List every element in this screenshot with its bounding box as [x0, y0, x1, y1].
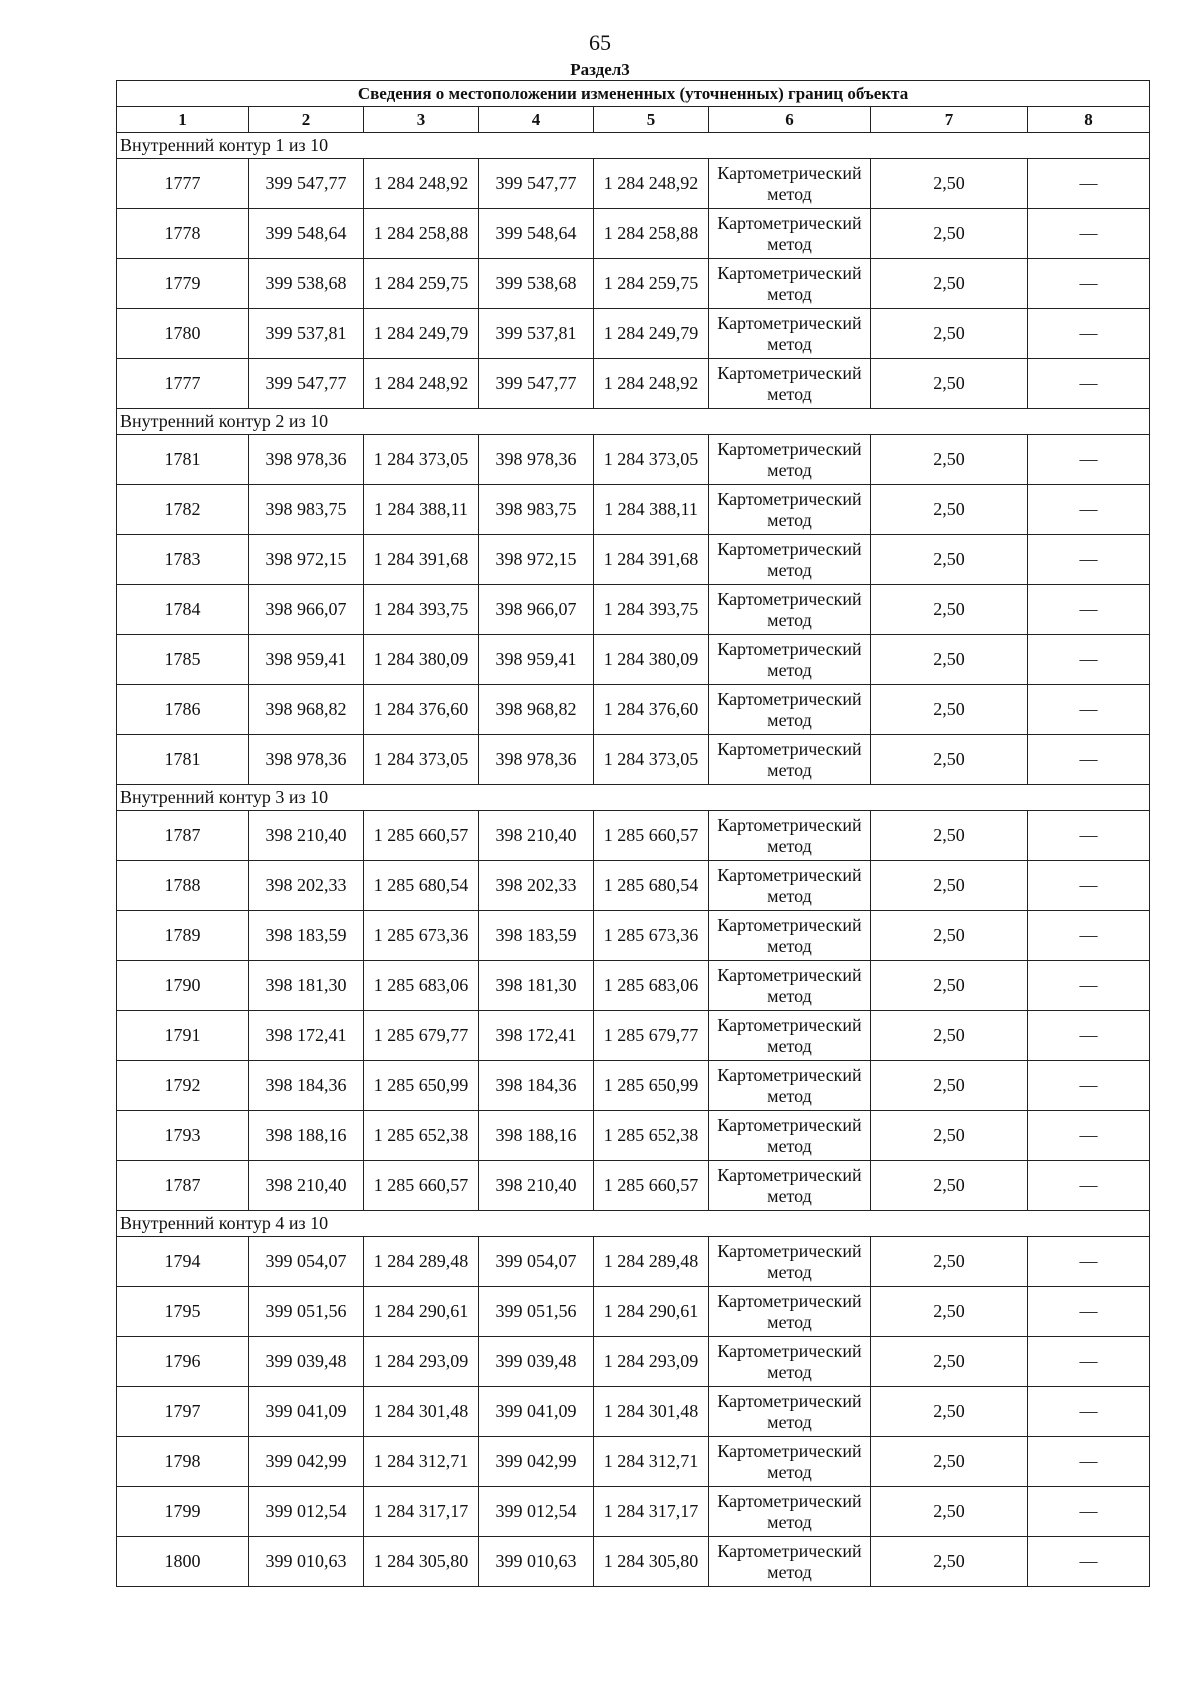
contour-title: Внутренний контур 4 из 10 [117, 1211, 1150, 1237]
y-coordinate-cell: 1 284 391,68 [594, 535, 709, 585]
note-cell: — [1028, 635, 1150, 685]
y-coordinate-cell: 1 284 289,48 [364, 1237, 479, 1287]
note-cell: — [1028, 1161, 1150, 1211]
accuracy-cell: 2,50 [871, 911, 1028, 961]
x-coordinate-cell: 399 039,48 [249, 1337, 364, 1387]
table-row [117, 359, 1150, 409]
x-coordinate-cell: 399 041,09 [249, 1387, 364, 1437]
y-coordinate-cell: 1 284 290,61 [364, 1287, 479, 1337]
y-coordinate-cell: 1 284 317,17 [594, 1487, 709, 1537]
accuracy-cell: 2,50 [871, 1537, 1028, 1587]
point-number-cell: 1777 [117, 359, 249, 409]
y-coordinate-cell: 1 285 673,36 [594, 911, 709, 961]
x-coordinate-cell: 398 183,59 [249, 911, 364, 961]
accuracy-cell: 2,50 [871, 635, 1028, 685]
x-coordinate-cell: 398 210,40 [479, 1161, 594, 1211]
method-cell: Картометрический метод [709, 635, 871, 685]
x-coordinate-cell: 399 547,77 [249, 359, 364, 409]
note-cell: — [1028, 359, 1150, 409]
point-number-cell: 1785 [117, 635, 249, 685]
x-coordinate-cell: 399 012,54 [479, 1487, 594, 1537]
table-row [117, 259, 1150, 309]
method-cell: Картометрический метод [709, 209, 871, 259]
y-coordinate-cell: 1 285 673,36 [364, 911, 479, 961]
x-coordinate-cell: 399 548,64 [479, 209, 594, 259]
point-number-cell: 1778 [117, 209, 249, 259]
x-coordinate-cell: 399 547,77 [479, 359, 594, 409]
x-coordinate-cell: 398 210,40 [249, 811, 364, 861]
y-coordinate-cell: 1 285 679,77 [364, 1011, 479, 1061]
point-number-cell: 1796 [117, 1337, 249, 1387]
y-coordinate-cell: 1 284 373,05 [594, 435, 709, 485]
point-number-cell: 1777 [117, 159, 249, 209]
x-coordinate-cell: 398 978,36 [249, 735, 364, 785]
table-row [117, 735, 1150, 785]
x-coordinate-cell: 398 978,36 [479, 735, 594, 785]
note-cell: — [1028, 209, 1150, 259]
y-coordinate-cell: 1 284 289,48 [594, 1237, 709, 1287]
accuracy-cell: 2,50 [871, 1011, 1028, 1061]
x-coordinate-cell: 398 968,82 [479, 685, 594, 735]
x-coordinate-cell: 398 184,36 [479, 1061, 594, 1111]
accuracy-cell: 2,50 [871, 1337, 1028, 1387]
x-coordinate-cell: 399 051,56 [479, 1287, 594, 1337]
note-cell: — [1028, 1011, 1150, 1061]
table-row [117, 485, 1150, 535]
accuracy-cell: 2,50 [871, 159, 1028, 209]
y-coordinate-cell: 1 284 380,09 [364, 635, 479, 685]
column-number-cell: 5 [594, 107, 709, 133]
x-coordinate-cell: 399 051,56 [249, 1287, 364, 1337]
table-row [117, 811, 1150, 861]
y-coordinate-cell: 1 284 258,88 [594, 209, 709, 259]
contour-header-row [117, 1211, 1150, 1237]
note-cell: — [1028, 961, 1150, 1011]
y-coordinate-cell: 1 285 660,57 [594, 1161, 709, 1211]
column-number-cell: 7 [871, 107, 1028, 133]
y-coordinate-cell: 1 284 373,05 [364, 735, 479, 785]
table-row [117, 1111, 1150, 1161]
accuracy-cell: 2,50 [871, 309, 1028, 359]
note-cell: — [1028, 435, 1150, 485]
x-coordinate-cell: 398 978,36 [479, 435, 594, 485]
point-number-cell: 1789 [117, 911, 249, 961]
note-cell: — [1028, 309, 1150, 359]
table-caption-row [117, 81, 1150, 107]
note-cell: — [1028, 1337, 1150, 1387]
method-cell: Картометрический метод [709, 159, 871, 209]
note-cell: — [1028, 585, 1150, 635]
x-coordinate-cell: 398 210,40 [479, 811, 594, 861]
y-coordinate-cell: 1 284 301,48 [594, 1387, 709, 1437]
method-cell: Картометрический метод [709, 1061, 871, 1111]
point-number-cell: 1781 [117, 735, 249, 785]
table-row [117, 1287, 1150, 1337]
x-coordinate-cell: 398 202,33 [479, 861, 594, 911]
accuracy-cell: 2,50 [871, 1161, 1028, 1211]
y-coordinate-cell: 1 284 388,11 [364, 485, 479, 535]
method-cell: Картометрический метод [709, 309, 871, 359]
note-cell: — [1028, 1537, 1150, 1587]
x-coordinate-cell: 399 054,07 [249, 1237, 364, 1287]
note-cell: — [1028, 259, 1150, 309]
y-coordinate-cell: 1 284 373,05 [364, 435, 479, 485]
y-coordinate-cell: 1 284 248,92 [594, 359, 709, 409]
note-cell: — [1028, 1487, 1150, 1537]
note-cell: — [1028, 1437, 1150, 1487]
y-coordinate-cell: 1 284 258,88 [364, 209, 479, 259]
method-cell: Картометрический метод [709, 961, 871, 1011]
x-coordinate-cell: 399 537,81 [249, 309, 364, 359]
x-coordinate-cell: 399 537,81 [479, 309, 594, 359]
note-cell: — [1028, 485, 1150, 535]
y-coordinate-cell: 1 284 301,48 [364, 1387, 479, 1437]
accuracy-cell: 2,50 [871, 1237, 1028, 1287]
table-row [117, 961, 1150, 1011]
note-cell: — [1028, 1387, 1150, 1437]
x-coordinate-cell: 399 538,68 [249, 259, 364, 309]
y-coordinate-cell: 1 284 312,71 [594, 1437, 709, 1487]
method-cell: Картометрический метод [709, 585, 871, 635]
note-cell: — [1028, 685, 1150, 735]
table-row [117, 1161, 1150, 1211]
point-number-cell: 1784 [117, 585, 249, 635]
y-coordinate-cell: 1 285 652,38 [364, 1111, 479, 1161]
accuracy-cell: 2,50 [871, 359, 1028, 409]
y-coordinate-cell: 1 284 376,60 [364, 685, 479, 735]
method-cell: Картометрический метод [709, 735, 871, 785]
table-row [117, 1437, 1150, 1487]
note-cell: — [1028, 159, 1150, 209]
point-number-cell: 1787 [117, 1161, 249, 1211]
y-coordinate-cell: 1 284 380,09 [594, 635, 709, 685]
column-number-cell: 2 [249, 107, 364, 133]
accuracy-cell: 2,50 [871, 1487, 1028, 1537]
y-coordinate-cell: 1 284 388,11 [594, 485, 709, 535]
x-coordinate-cell: 398 172,41 [479, 1011, 594, 1061]
x-coordinate-cell: 399 548,64 [249, 209, 364, 259]
x-coordinate-cell: 398 983,75 [249, 485, 364, 535]
note-cell: — [1028, 1237, 1150, 1287]
section-title: Раздел3 [570, 60, 630, 79]
point-number-cell: 1787 [117, 811, 249, 861]
accuracy-cell: 2,50 [871, 1111, 1028, 1161]
y-coordinate-cell: 1 284 259,75 [364, 259, 479, 309]
table-row [117, 209, 1150, 259]
point-number-cell: 1790 [117, 961, 249, 1011]
accuracy-cell: 2,50 [871, 1437, 1028, 1487]
column-number-cell: 8 [1028, 107, 1150, 133]
x-coordinate-cell: 398 966,07 [249, 585, 364, 635]
y-coordinate-cell: 1 284 293,09 [594, 1337, 709, 1387]
y-coordinate-cell: 1 284 376,60 [594, 685, 709, 735]
note-cell: — [1028, 911, 1150, 961]
point-number-cell: 1780 [117, 309, 249, 359]
y-coordinate-cell: 1 285 683,06 [364, 961, 479, 1011]
accuracy-cell: 2,50 [871, 1387, 1028, 1437]
accuracy-cell: 2,50 [871, 585, 1028, 635]
note-cell: — [1028, 535, 1150, 585]
column-number-cell: 6 [709, 107, 871, 133]
y-coordinate-cell: 1 285 650,99 [594, 1061, 709, 1111]
y-coordinate-cell: 1 284 305,80 [594, 1537, 709, 1587]
point-number-cell: 1791 [117, 1011, 249, 1061]
page-number: 65 [589, 30, 611, 55]
accuracy-cell: 2,50 [871, 861, 1028, 911]
accuracy-cell: 2,50 [871, 1287, 1028, 1337]
y-coordinate-cell: 1 284 391,68 [364, 535, 479, 585]
contour-title: Внутренний контур 2 из 10 [117, 409, 1150, 435]
table-row [117, 585, 1150, 635]
column-number-cell: 4 [479, 107, 594, 133]
y-coordinate-cell: 1 284 249,79 [364, 309, 479, 359]
y-coordinate-cell: 1 285 652,38 [594, 1111, 709, 1161]
x-coordinate-cell: 398 959,41 [479, 635, 594, 685]
y-coordinate-cell: 1 284 317,17 [364, 1487, 479, 1537]
x-coordinate-cell: 399 547,77 [479, 159, 594, 209]
x-coordinate-cell: 398 959,41 [249, 635, 364, 685]
column-number-row [117, 107, 1150, 133]
x-coordinate-cell: 398 181,30 [249, 961, 364, 1011]
accuracy-cell: 2,50 [871, 1061, 1028, 1111]
method-cell: Картометрический метод [709, 1387, 871, 1437]
point-number-cell: 1783 [117, 535, 249, 585]
y-coordinate-cell: 1 284 312,71 [364, 1437, 479, 1487]
x-coordinate-cell: 399 042,99 [479, 1437, 594, 1487]
x-coordinate-cell: 398 978,36 [249, 435, 364, 485]
accuracy-cell: 2,50 [871, 961, 1028, 1011]
note-cell: — [1028, 735, 1150, 785]
accuracy-cell: 2,50 [871, 685, 1028, 735]
point-number-cell: 1799 [117, 1487, 249, 1537]
note-cell: — [1028, 1111, 1150, 1161]
method-cell: Картометрический метод [709, 485, 871, 535]
y-coordinate-cell: 1 284 290,61 [594, 1287, 709, 1337]
x-coordinate-cell: 399 054,07 [479, 1237, 594, 1287]
point-number-cell: 1797 [117, 1387, 249, 1437]
contour-header-row [117, 133, 1150, 159]
y-coordinate-cell: 1 285 680,54 [594, 861, 709, 911]
note-cell: — [1028, 861, 1150, 911]
x-coordinate-cell: 399 042,99 [249, 1437, 364, 1487]
x-coordinate-cell: 398 972,15 [479, 535, 594, 585]
table-row [117, 1061, 1150, 1111]
table-row [117, 861, 1150, 911]
accuracy-cell: 2,50 [871, 811, 1028, 861]
point-number-cell: 1795 [117, 1287, 249, 1337]
x-coordinate-cell: 399 010,63 [479, 1537, 594, 1587]
method-cell: Картометрический метод [709, 1287, 871, 1337]
x-coordinate-cell: 399 538,68 [479, 259, 594, 309]
x-coordinate-cell: 399 547,77 [249, 159, 364, 209]
accuracy-cell: 2,50 [871, 435, 1028, 485]
note-cell: — [1028, 1287, 1150, 1337]
method-cell: Картометрический метод [709, 1111, 871, 1161]
y-coordinate-cell: 1 284 373,05 [594, 735, 709, 785]
y-coordinate-cell: 1 284 249,79 [594, 309, 709, 359]
table-row [117, 1387, 1150, 1437]
x-coordinate-cell: 398 188,16 [479, 1111, 594, 1161]
method-cell: Картометрический метод [709, 1537, 871, 1587]
table-row [117, 685, 1150, 735]
x-coordinate-cell: 398 972,15 [249, 535, 364, 585]
x-coordinate-cell: 398 966,07 [479, 585, 594, 635]
x-coordinate-cell: 399 039,48 [479, 1337, 594, 1387]
y-coordinate-cell: 1 285 683,06 [594, 961, 709, 1011]
contour-header-row [117, 409, 1150, 435]
x-coordinate-cell: 399 012,54 [249, 1487, 364, 1537]
y-coordinate-cell: 1 284 393,75 [594, 585, 709, 635]
point-number-cell: 1793 [117, 1111, 249, 1161]
table-body [117, 81, 1150, 1587]
y-coordinate-cell: 1 284 259,75 [594, 259, 709, 309]
y-coordinate-cell: 1 284 305,80 [364, 1537, 479, 1587]
point-number-cell: 1794 [117, 1237, 249, 1287]
method-cell: Картометрический метод [709, 811, 871, 861]
point-number-cell: 1781 [117, 435, 249, 485]
x-coordinate-cell: 398 968,82 [249, 685, 364, 735]
table-row [117, 1237, 1150, 1287]
table-caption: Сведения о местоположении измененных (уточненных) границ объекта [117, 81, 1150, 107]
point-number-cell: 1800 [117, 1537, 249, 1587]
table-row [117, 535, 1150, 585]
table-row [117, 309, 1150, 359]
accuracy-cell: 2,50 [871, 735, 1028, 785]
contour-title: Внутренний контур 1 из 10 [117, 133, 1150, 159]
x-coordinate-cell: 398 188,16 [249, 1111, 364, 1161]
x-coordinate-cell: 398 202,33 [249, 861, 364, 911]
table-row [117, 1537, 1150, 1587]
y-coordinate-cell: 1 285 660,57 [364, 1161, 479, 1211]
accuracy-cell: 2,50 [871, 209, 1028, 259]
x-coordinate-cell: 398 210,40 [249, 1161, 364, 1211]
y-coordinate-cell: 1 284 248,92 [364, 359, 479, 409]
method-cell: Картометрический метод [709, 1337, 871, 1387]
x-coordinate-cell: 398 184,36 [249, 1061, 364, 1111]
point-number-cell: 1786 [117, 685, 249, 735]
x-coordinate-cell: 398 983,75 [479, 485, 594, 535]
point-number-cell: 1798 [117, 1437, 249, 1487]
table-row [117, 911, 1150, 961]
accuracy-cell: 2,50 [871, 485, 1028, 535]
method-cell: Картометрический метод [709, 435, 871, 485]
point-number-cell: 1788 [117, 861, 249, 911]
method-cell: Картометрический метод [709, 535, 871, 585]
method-cell: Картометрический метод [709, 861, 871, 911]
x-coordinate-cell: 398 172,41 [249, 1011, 364, 1061]
y-coordinate-cell: 1 284 248,92 [364, 159, 479, 209]
x-coordinate-cell: 399 010,63 [249, 1537, 364, 1587]
y-coordinate-cell: 1 285 660,57 [594, 811, 709, 861]
note-cell: — [1028, 811, 1150, 861]
table-row [117, 1337, 1150, 1387]
accuracy-cell: 2,50 [871, 535, 1028, 585]
y-coordinate-cell: 1 285 650,99 [364, 1061, 479, 1111]
point-number-cell: 1792 [117, 1061, 249, 1111]
method-cell: Картометрический метод [709, 1161, 871, 1211]
method-cell: Картометрический метод [709, 1437, 871, 1487]
table-row [117, 1011, 1150, 1061]
y-coordinate-cell: 1 284 293,09 [364, 1337, 479, 1387]
method-cell: Картометрический метод [709, 911, 871, 961]
boundary-table [116, 80, 1150, 1587]
method-cell: Картометрический метод [709, 259, 871, 309]
method-cell: Картометрический метод [709, 1011, 871, 1061]
table-row [117, 159, 1150, 209]
note-cell: — [1028, 1061, 1150, 1111]
y-coordinate-cell: 1 285 660,57 [364, 811, 479, 861]
x-coordinate-cell: 399 041,09 [479, 1387, 594, 1437]
table-row [117, 635, 1150, 685]
y-coordinate-cell: 1 285 680,54 [364, 861, 479, 911]
point-number-cell: 1779 [117, 259, 249, 309]
y-coordinate-cell: 1 284 248,92 [594, 159, 709, 209]
method-cell: Картометрический метод [709, 1237, 871, 1287]
table-row [117, 1487, 1150, 1537]
table-row [117, 435, 1150, 485]
x-coordinate-cell: 398 183,59 [479, 911, 594, 961]
method-cell: Картометрический метод [709, 685, 871, 735]
contour-title: Внутренний контур 3 из 10 [117, 785, 1150, 811]
point-number-cell: 1782 [117, 485, 249, 535]
x-coordinate-cell: 398 181,30 [479, 961, 594, 1011]
y-coordinate-cell: 1 285 679,77 [594, 1011, 709, 1061]
accuracy-cell: 2,50 [871, 259, 1028, 309]
contour-header-row [117, 785, 1150, 811]
method-cell: Картометрический метод [709, 359, 871, 409]
column-number-cell: 1 [117, 107, 249, 133]
method-cell: Картометрический метод [709, 1487, 871, 1537]
y-coordinate-cell: 1 284 393,75 [364, 585, 479, 635]
column-number-cell: 3 [364, 107, 479, 133]
